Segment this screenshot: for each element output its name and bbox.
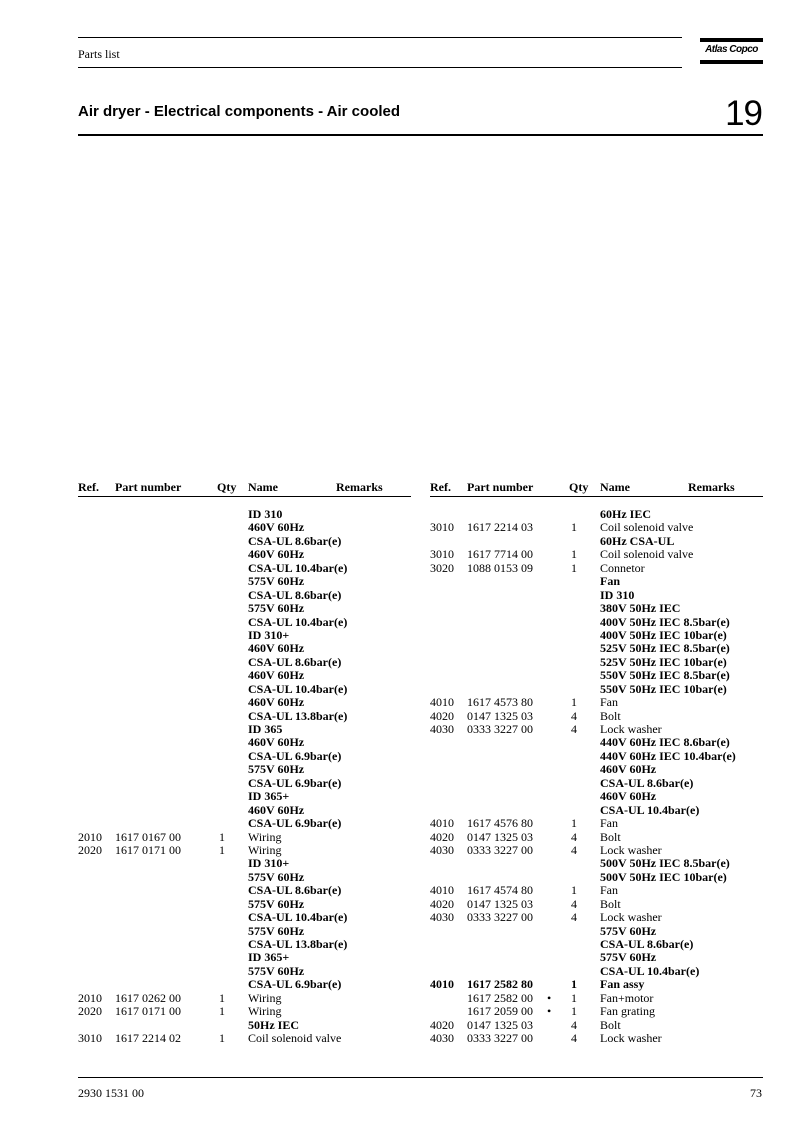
- name-cell: CSA-UL 8.6bar(e): [248, 883, 342, 898]
- name-cell: ID 365+: [248, 950, 290, 965]
- section-number: 19: [725, 94, 762, 133]
- part-number-cell: 1617 4574 80: [467, 883, 533, 898]
- name-cell: Wiring: [248, 990, 282, 1005]
- part-number-cell: 0147 1325 03: [467, 1017, 533, 1032]
- name-cell: Bolt: [600, 1017, 621, 1032]
- part-number-cell: 1617 4576 80: [467, 816, 533, 831]
- name-cell: 575V 60Hz: [248, 896, 305, 911]
- ref-cell: 3010: [78, 1031, 102, 1046]
- name-cell: 440V 60Hz IEC 8.6bar(e): [600, 735, 730, 750]
- name-cell: 550V 50Hz IEC 8.5bar(e): [600, 668, 730, 683]
- qty-cell: 1: [219, 842, 225, 857]
- name-cell: CSA-UL 6.9bar(e): [248, 775, 342, 790]
- name-cell: Coil solenoid valve: [600, 547, 694, 562]
- part-number-cell: 0333 3227 00: [467, 910, 533, 925]
- name-cell: CSA-UL 6.9bar(e): [248, 748, 342, 763]
- name-cell: 575V 60Hz: [248, 762, 305, 777]
- name-cell: 575V 60Hz: [600, 950, 657, 965]
- title-rule: [78, 134, 763, 136]
- qty-cell: 4: [571, 708, 577, 723]
- part-number-cell: 1617 2582 80: [467, 977, 533, 992]
- qty-cell: 4: [571, 829, 577, 844]
- name-cell: 400V 50Hz IEC 10bar(e): [600, 627, 727, 642]
- name-cell: CSA-UL 10.4bar(e): [248, 681, 348, 696]
- name-cell: Lock washer: [600, 722, 662, 736]
- name-cell: CSA-UL 8.6bar(e): [600, 775, 694, 790]
- part-number-cell: 0147 1325 03: [467, 896, 533, 911]
- name-cell: 60Hz CSA-UL: [600, 533, 675, 548]
- column-header-ref: Ref.: [78, 480, 99, 494]
- name-cell: CSA-UL 8.6bar(e): [248, 587, 342, 602]
- name-cell: CSA-UL 10.4bar(e): [248, 910, 348, 925]
- part-number-cell: 1617 7714 00: [467, 547, 533, 562]
- ref-cell: 2020: [78, 1004, 102, 1019]
- part-number-cell: 1088 0153 09: [467, 560, 533, 575]
- name-cell: ID 310: [248, 507, 283, 521]
- name-cell: 575V 60Hz: [248, 963, 305, 978]
- column-header-remarks: Remarks: [688, 480, 735, 494]
- name-cell: 550V 50Hz IEC 10bar(e): [600, 681, 727, 696]
- name-cell: 575V 60Hz: [600, 923, 657, 938]
- part-number-cell: 1617 2214 02: [115, 1031, 181, 1046]
- name-cell: 525V 50Hz IEC 8.5bar(e): [600, 641, 730, 656]
- name-cell: 525V 50Hz IEC 10bar(e): [600, 654, 727, 669]
- part-number-cell: 1617 0171 00: [115, 842, 181, 857]
- part-number-cell: 0333 3227 00: [467, 1031, 533, 1046]
- name-cell: ID 310+: [248, 627, 290, 642]
- name-cell: Wiring: [248, 829, 282, 844]
- qty-cell: 4: [571, 896, 577, 911]
- part-number-cell: 1617 0167 00: [115, 829, 181, 844]
- name-cell: CSA-UL 8.6bar(e): [248, 654, 342, 669]
- name-cell: Bolt: [600, 896, 621, 911]
- parts-table-right: [430, 480, 763, 1046]
- qty-cell: 1: [219, 1031, 225, 1046]
- qty-cell: 1: [219, 1004, 225, 1019]
- qty-cell: 4: [571, 910, 577, 925]
- part-number-cell: 1617 2582 00: [467, 990, 533, 1005]
- name-cell: 460V 60Hz: [248, 668, 305, 683]
- name-cell: ID 310+: [248, 856, 290, 871]
- name-cell: 460V 60Hz: [248, 695, 305, 710]
- page-number: 73: [750, 1086, 762, 1100]
- qty-cell: 1: [571, 990, 577, 1005]
- part-number-cell: 1617 2059 00: [467, 1004, 533, 1019]
- name-cell: Bolt: [600, 829, 621, 844]
- name-cell: 460V 60Hz: [600, 762, 657, 777]
- name-cell: Fan: [600, 883, 618, 898]
- ref-cell: 4030: [430, 722, 454, 736]
- qty-cell: 1: [571, 695, 577, 710]
- document-code: 2930 1531 00: [78, 1086, 144, 1100]
- ref-cell: 4020: [430, 896, 454, 911]
- name-cell: CSA-UL 8.6bar(e): [248, 533, 342, 548]
- name-cell: Coil solenoid valve: [600, 520, 694, 535]
- qty-cell: 1: [219, 990, 225, 1005]
- name-cell: Fan: [600, 695, 618, 710]
- name-cell: 500V 50Hz IEC 8.5bar(e): [600, 856, 730, 871]
- table-header-rule: [430, 496, 763, 497]
- column-header-remarks: Remarks: [336, 480, 383, 494]
- ref-cell: 4020: [430, 829, 454, 844]
- ref-cell: 4030: [430, 842, 454, 857]
- name-cell: Lock washer: [600, 1031, 662, 1046]
- qty-cell: 1: [571, 977, 577, 992]
- ref-cell: 4010: [430, 695, 454, 710]
- column-header-name: Name: [600, 480, 630, 494]
- name-cell: Connetor: [600, 560, 645, 575]
- header-rule: [78, 67, 682, 68]
- name-cell: CSA-UL 10.4bar(e): [248, 560, 348, 575]
- name-cell: Wiring: [248, 842, 282, 857]
- table-header: [78, 480, 411, 496]
- name-cell: 460V 60Hz: [248, 641, 305, 656]
- ref-cell: 4010: [430, 883, 454, 898]
- ref-cell: 3010: [430, 520, 454, 535]
- qty-cell: 4: [571, 1031, 577, 1046]
- qty-cell: 1: [571, 816, 577, 831]
- ref-cell: 2010: [78, 990, 102, 1005]
- name-cell: 575V 60Hz: [248, 574, 305, 589]
- ref-cell: 3010: [430, 547, 454, 562]
- name-cell: 460V 60Hz: [600, 789, 657, 804]
- ref-cell: 4030: [430, 1031, 454, 1046]
- qty-cell: 1: [571, 547, 577, 562]
- name-cell: 440V 60Hz IEC 10.4bar(e): [600, 748, 736, 763]
- name-cell: 50Hz IEC: [248, 1017, 299, 1032]
- document-type-label: Parts list: [78, 47, 120, 61]
- part-number-cell: 1617 0171 00: [115, 1004, 181, 1019]
- table-header: [430, 480, 763, 496]
- name-cell: Lock washer: [600, 910, 662, 925]
- ref-cell: 2020: [78, 842, 102, 857]
- name-cell: Fan assy: [600, 977, 645, 992]
- name-cell: Fan: [600, 574, 621, 589]
- name-cell: Wiring: [248, 1004, 282, 1019]
- name-cell: 575V 60Hz: [248, 601, 305, 616]
- name-cell: Bolt: [600, 708, 621, 723]
- name-cell: CSA-UL 8.6bar(e): [600, 937, 694, 951]
- name-cell: Fan+motor: [600, 990, 654, 1005]
- ref-cell: 4030: [430, 910, 454, 925]
- name-cell: ID 365: [248, 722, 283, 736]
- page-title: Air dryer - Electrical components - Air cooled: [78, 103, 401, 120]
- ref-cell: 4010: [430, 977, 454, 992]
- name-cell: 460V 60Hz: [248, 547, 305, 562]
- name-cell: 460V 60Hz: [248, 735, 305, 750]
- sub-item-marker: •: [547, 990, 552, 1005]
- ref-cell: 4020: [430, 1017, 454, 1032]
- ref-cell: 4020: [430, 708, 454, 723]
- column-header-name: Name: [248, 480, 278, 494]
- name-cell: 575V 60Hz: [248, 923, 305, 938]
- name-cell: 60Hz IEC: [600, 507, 651, 521]
- part-number-cell: 1617 2214 03: [467, 520, 533, 535]
- name-cell: Fan: [600, 816, 618, 831]
- qty-cell: 1: [571, 883, 577, 898]
- qty-cell: 4: [571, 842, 577, 857]
- qty-cell: 4: [571, 722, 577, 736]
- name-cell: ID 310: [600, 587, 635, 602]
- name-cell: 500V 50Hz IEC 10bar(e): [600, 869, 727, 884]
- name-cell: CSA-UL 13.8bar(e): [248, 708, 348, 723]
- part-number-cell: 1617 4573 80: [467, 695, 533, 710]
- column-header-part-number: Part number: [115, 480, 182, 494]
- parts-table-left: [78, 480, 411, 1046]
- part-number-cell: 0147 1325 03: [467, 708, 533, 723]
- part-number-cell: 1617 0262 00: [115, 990, 181, 1005]
- column-header-qty: Qty: [217, 480, 237, 494]
- ref-cell: 4010: [430, 816, 454, 831]
- qty-cell: 1: [219, 829, 225, 844]
- qty-cell: 1: [571, 520, 577, 535]
- brand-name: Atlas Copco: [705, 44, 758, 55]
- name-cell: CSA-UL 10.4bar(e): [248, 614, 348, 629]
- name-cell: 380V 50Hz IEC: [600, 601, 681, 616]
- name-cell: Coil solenoid valve: [248, 1031, 342, 1046]
- name-cell: Lock washer: [600, 842, 662, 857]
- part-number-cell: 0333 3227 00: [467, 842, 533, 857]
- column-header-qty: Qty: [569, 480, 589, 494]
- ref-cell: 3020: [430, 560, 454, 575]
- part-number-cell: 0147 1325 03: [467, 829, 533, 844]
- name-cell: 575V 60Hz: [248, 869, 305, 884]
- footer-rule: [78, 1077, 763, 1078]
- table-header-rule: [78, 496, 411, 497]
- part-number-cell: 0333 3227 00: [467, 722, 533, 736]
- name-cell: CSA-UL 6.9bar(e): [248, 816, 342, 831]
- atlas-copco-logo: [700, 38, 763, 67]
- name-cell: 460V 60Hz: [248, 802, 305, 817]
- qty-cell: 1: [571, 1004, 577, 1019]
- name-cell: ID 365+: [248, 789, 290, 804]
- name-cell: Fan grating: [600, 1004, 655, 1019]
- name-cell: CSA-UL 10.4bar(e): [600, 802, 700, 817]
- column-header-part-number: Part number: [467, 480, 534, 494]
- name-cell: 460V 60Hz: [248, 520, 305, 535]
- qty-cell: 4: [571, 1017, 577, 1032]
- ref-cell: 2010: [78, 829, 102, 844]
- sub-item-marker: •: [547, 1004, 552, 1019]
- name-cell: 400V 50Hz IEC 8.5bar(e): [600, 614, 730, 629]
- name-cell: CSA-UL 10.4bar(e): [600, 963, 700, 978]
- qty-cell: 1: [571, 560, 577, 575]
- column-header-ref: Ref.: [430, 480, 451, 494]
- top-rule: [78, 37, 682, 38]
- name-cell: CSA-UL 6.9bar(e): [248, 977, 342, 992]
- name-cell: CSA-UL 13.8bar(e): [248, 937, 348, 951]
